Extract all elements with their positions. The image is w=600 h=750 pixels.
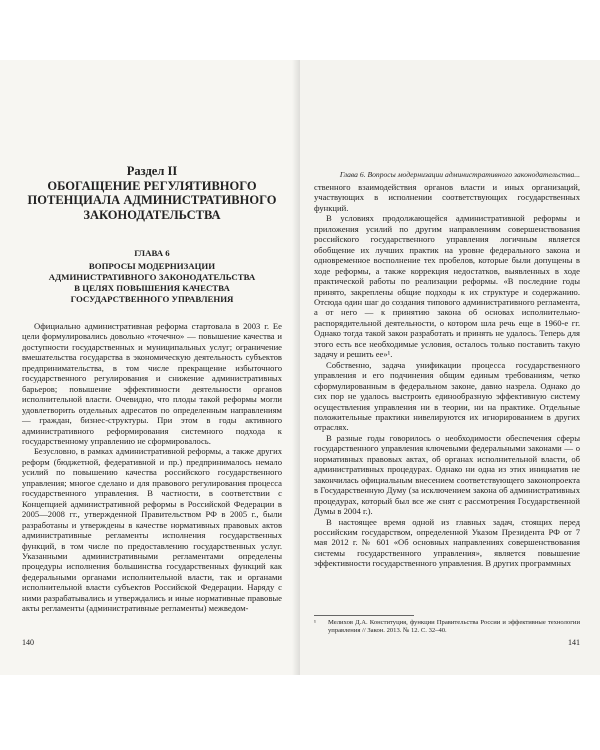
footnote-mark: ¹ <box>314 619 316 626</box>
section-title-line-3: ЗАКОНОДАТЕЛЬСТВА <box>83 207 221 222</box>
footnote <box>314 619 580 635</box>
section-title-line-2: ПОТЕНЦИАЛА АДМИНИСТРАТИВНОГО <box>27 193 277 207</box>
book-spread <box>0 60 600 675</box>
footnote-divider <box>314 615 414 616</box>
chapter-title-line-2: АДМИНИСТРАТИВНОГО ЗАКОНОДАТЕЛЬСТВА <box>48 272 256 282</box>
page-number-left: 140 <box>22 638 34 647</box>
paragraph: В разные годы говорилось о необходимости обеспечения сферы государственного управления ключевыми федеральными законами — о нормативных правовых актах, об органах исполнительной власти, об административных процедурах. Однако ни одна из этих инициатив не закончилась официальным внесением соответствующего законопроекта в Государственную Думу (за исключением закона об административных процедурах, который был все же снят с рассмотрения Государственной Думы в 2004 г.). <box>314 432 580 517</box>
right-page <box>300 60 600 675</box>
paragraph: ственного взаимодействия органов власти и иных организаций, участвующих в исполнении соответствующих государственных функций. <box>314 182 580 213</box>
left-page <box>0 60 300 675</box>
section-label: Раздел II <box>126 164 178 178</box>
paragraph: Безусловно, в рамках административной реформы, а также других реформ (бюджетной, федеративной и пр.) предпринималось немало усилий по повышению качества российского государственного управления; многое сделано и для правового регулирования процесса государственного управления. В частности, в соответствии с Концепцией административной реформы в Российской Федерации в 2005—2008 гг., утвержденной Правительством РФ в 2005 г., были разработаны и утверждены в качестве нормативных правовых актов административные регламенты исполнения государственных функций, в том числе по предоставлению государственных услуг. Указанными административными регламентами определены процедуры исполнения большинства государственных функций как федеральными органами исполнительной власти, так и органами исполнительной власти субъектов Российской Федерации. Наряду с ними разрабатывались и утверждались и иные нормативные правовые акты регламенты (административные регламенты) межведом- <box>22 446 282 614</box>
paragraph: В условиях продолжающейся административной реформы и приложения усилий по другим направлениям совершенствования российского государственного управления логичным является обобщение их лучших практик на уровне федерального закона и одновременное восполнение тех пробелов, которые были допущены в ходе реформы, а также коррекция недостатков, выявленных в ходе практической работы по реализации реформы. «В последние годы принято, закреплены общие подходы к их структуре и содержанию. Отсюда один шаг до создания типового административного регламента, а от него — к принятию закона об основах исполнительно-распорядительной деятельности, о котором шла речь еще в 1960-е гг. Однако тогда такой закон разработать и принять не удалось. Теперь для этого есть все необходимые условия, осталось только поставить такую задачу и решить ее»¹. <box>314 213 580 360</box>
left-body-text <box>22 321 282 614</box>
chapter-heading <box>22 248 282 305</box>
section-heading <box>22 164 282 222</box>
paragraph: Официально административная реформа стартовала в 2003 г. Ее цели формулировались довольно «точечно» — повышение качества и доступности государственных и муниципальных услуг; ограничение вмешательства государства в экономическую деятельность субъектов предпринимательства, в том числе прекращение избыточного государственного регулирования и снижение административных барьеров; повышение эффективности деятельности органов исполнительной власти. Очевидно, что плоды такой реформы могли удовлетворить отдельных адресатов по определенным направлениям — граждан, бизнес-структуры. При этом в годы активного административного реформирования системного подхода к государственному управлению не сформировалось. <box>22 321 282 446</box>
right-body-text <box>314 182 580 569</box>
running-head: Глава 6. Вопросы модернизации административного законодательства... <box>339 170 580 179</box>
page-number-right: 141 <box>568 638 580 647</box>
chapter-title-line-4: ГОСУДАРСТВЕННОГО УПРАВЛЕНИЯ <box>70 294 234 304</box>
chapter-label: ГЛАВА 6 <box>134 248 170 258</box>
chapter-title-line-1: ВОПРОСЫ МОДЕРНИЗАЦИИ <box>88 261 216 271</box>
paragraph: Собственно, задача унификации процесса государственного управления и его подчинения общим единым требованиям, четко сформулированным в федеральном законе, давно назрела. Однако до сих пор не удалось выстроить единообразную эффективную систему осуществления управления ни в теории, ни на практике. Отдельные положительные практики нивелируются их игнорированием в других отраслях. <box>314 359 580 433</box>
section-title-line-1: ОБОГАЩЕНИЕ РЕГУЛЯТИВНОГО <box>47 178 257 193</box>
paragraph: В настоящее время одной из главных задач, стоящих перед российским государством, определенной Указом Президента РФ от 7 мая 2012 г. № 601 «Об основных направлениях совершенствования системы государственного управления», является повышение эффективности государственного управления. В других программных <box>314 516 580 569</box>
chapter-title-line-3: В ЦЕЛЯХ ПОВЫШЕНИЯ КАЧЕСТВА <box>74 283 230 293</box>
footnote-text: Мелихов Д.А. Конституция, функции Правительства России и эффективные технологии управления // Закон. 2013. № 12. С. 32–40. <box>328 619 580 634</box>
